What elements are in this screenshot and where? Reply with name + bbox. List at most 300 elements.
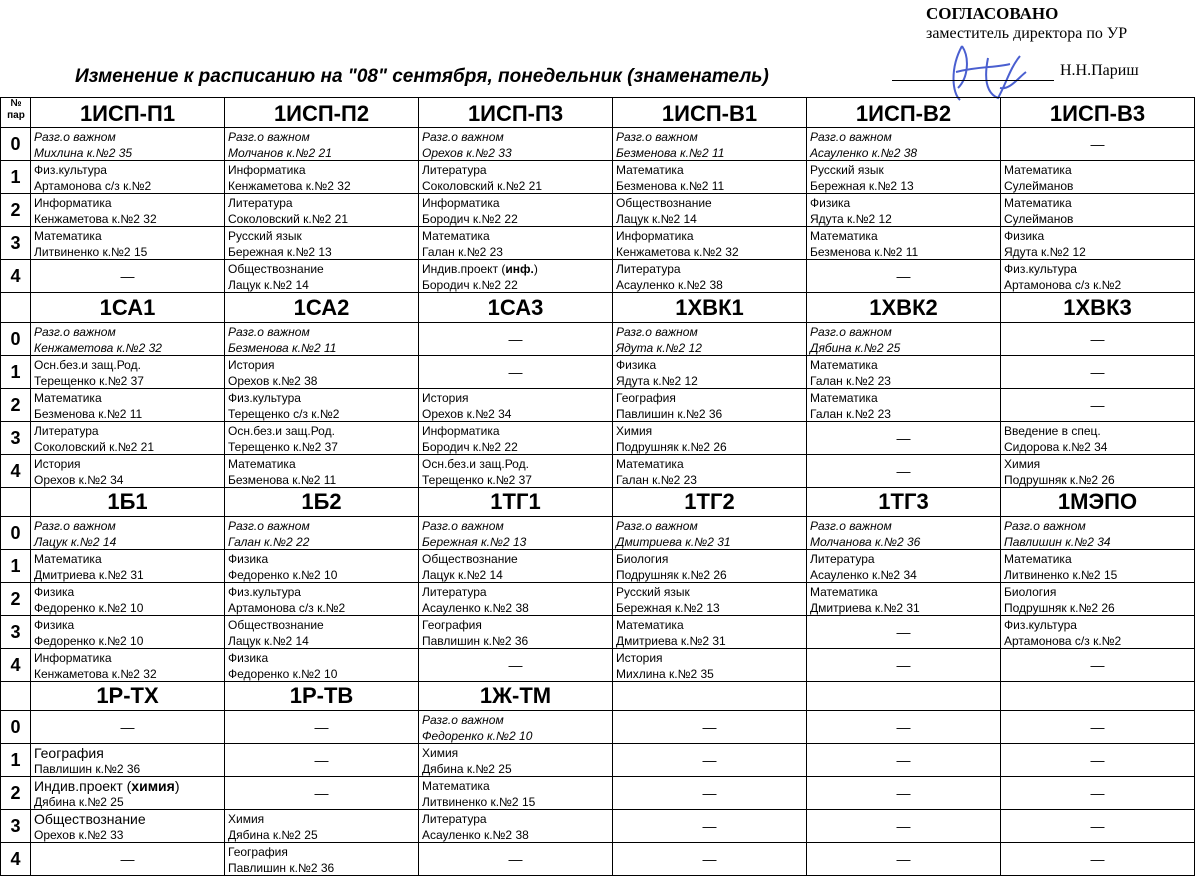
lesson-cell [225, 422, 419, 455]
lesson-teacher-room: Подрушняк к.№2 26 [1004, 473, 1115, 487]
lesson-teacher-room: Ядута к.№2 12 [616, 374, 698, 388]
empty-lesson-cell: — [613, 744, 807, 777]
lesson-subject: История [228, 358, 275, 372]
lesson-subject: Обществознание [616, 196, 712, 210]
empty-lesson-cell: — [419, 356, 613, 389]
lesson-teacher-room: Подрушняк к.№2 26 [616, 440, 727, 454]
lesson-subject: Разг.о важном [616, 130, 698, 144]
lesson-subject: Разг.о важном [422, 519, 504, 533]
lesson-subject: Обществознание [228, 618, 324, 632]
lesson-subject-emphasis: химия [131, 778, 175, 794]
lesson-teacher-room: Бережная к.№2 13 [228, 245, 332, 259]
lesson-cell [1001, 227, 1195, 260]
lesson-teacher-room: Павлишин к.№2 34 [1004, 535, 1111, 549]
lesson-cell [419, 194, 613, 227]
lesson-cell [613, 649, 807, 682]
lesson-subject: Литература [422, 585, 487, 599]
lesson-teacher-room: Терещенко к.№2 37 [228, 440, 338, 454]
lesson-subject: Литература [34, 424, 99, 438]
lesson-cell [1001, 422, 1195, 455]
lesson-subject: География [228, 845, 288, 859]
lesson-subject: Математика [1004, 552, 1072, 566]
lesson-cell [419, 810, 613, 843]
pair-number: 4 [0, 455, 31, 488]
lesson-teacher-room: Орехов к.№2 33 [422, 146, 512, 160]
lesson-cell [613, 616, 807, 649]
lesson-teacher-room: Дябина к.№2 25 [34, 795, 124, 809]
group-header: 1Р-ТХ [31, 680, 225, 711]
pair-number-header-cell [0, 486, 31, 517]
lesson-subject: Информатика [34, 651, 112, 665]
lesson-subject: Литература [422, 163, 487, 177]
lesson-cell [807, 323, 1001, 356]
lesson-cell [31, 777, 225, 810]
empty-lesson-cell: — [419, 323, 613, 356]
lesson-subject: Разг.о важном [34, 325, 116, 339]
lesson-teacher-room: Бережная к.№2 13 [422, 535, 527, 549]
pair-number: 3 [0, 810, 31, 843]
lesson-cell [31, 194, 225, 227]
lesson-teacher-room: Асауленко к.№2 38 [616, 278, 723, 292]
lesson-teacher-room: Лацук к.№2 14 [616, 212, 697, 226]
lesson-subject: Химия [616, 424, 653, 438]
lesson-teacher-room: Артамонова с/з к.№2 [228, 601, 346, 615]
lesson-subject: География [616, 391, 676, 405]
lesson-cell [225, 616, 419, 649]
lesson-subject-emphasis: инф. [505, 262, 534, 276]
lesson-cell [613, 422, 807, 455]
lesson-teacher-room: Бережная к.№2 13 [616, 601, 720, 615]
lesson-teacher-room: Сулейманов [1004, 212, 1074, 226]
pair-number: 1 [0, 161, 31, 194]
group-header: 1ИСП-В3 [1001, 97, 1195, 128]
lesson-teacher-room: Сидорова к.№2 34 [1004, 440, 1108, 454]
empty-lesson-cell: — [807, 777, 1001, 810]
lesson-teacher-room: Безменова к.№2 11 [34, 407, 143, 421]
group-header [613, 680, 807, 711]
lesson-subject: Химия [228, 812, 265, 826]
lesson-subject: Физ.культура [228, 585, 301, 599]
lesson-subject: Разг.о важном [616, 519, 698, 533]
empty-lesson-cell: — [31, 711, 225, 744]
pair-number: 3 [0, 422, 31, 455]
lesson-subject: Обществознание [228, 262, 324, 276]
pair-number-header-cell [0, 680, 31, 711]
lesson-subject: География [422, 618, 482, 632]
pair-number: 0 [0, 128, 31, 161]
lesson-teacher-room: Орехов к.№2 34 [34, 473, 124, 487]
lesson-cell [419, 550, 613, 583]
lesson-subject: Физ.культура [34, 163, 107, 177]
lesson-cell [225, 323, 419, 356]
pair-number: 3 [0, 616, 31, 649]
lesson-teacher-room: Литвиненко к.№2 15 [422, 795, 536, 809]
empty-lesson-cell: — [419, 649, 613, 682]
lesson-cell [807, 583, 1001, 616]
lesson-cell [31, 356, 225, 389]
lesson-cell [419, 777, 613, 810]
empty-lesson-cell: — [613, 843, 807, 876]
lesson-cell [613, 128, 807, 161]
lesson-teacher-room: Дябина к.№2 25 [422, 762, 512, 776]
pair-number: 2 [0, 194, 31, 227]
lesson-cell [1001, 161, 1195, 194]
lesson-subject: Математика [810, 585, 878, 599]
lesson-teacher-room: Лацук к.№2 14 [228, 278, 309, 292]
lesson-subject: Физика [34, 585, 75, 599]
lesson-teacher-room: Кенжаметова к.№2 32 [34, 212, 157, 226]
empty-lesson-cell: — [613, 810, 807, 843]
lesson-teacher-room: Галан к.№2 23 [810, 407, 891, 421]
empty-lesson-cell: — [225, 777, 419, 810]
lesson-subject: География [34, 745, 104, 761]
group-header: 1ИСП-П1 [31, 97, 225, 128]
group-header: 1ИСП-П3 [419, 97, 613, 128]
group-header: 1ХВК3 [1001, 292, 1195, 323]
lesson-subject: Информатика [228, 163, 306, 177]
lesson-teacher-room: Кенжаметова к.№2 32 [34, 667, 157, 681]
lesson-teacher-room: Павлишин к.№2 36 [422, 634, 529, 648]
lesson-subject: Физика [616, 358, 657, 372]
page-title: Изменение к расписанию на "08" сентября, понедельник (знаменатель) [75, 66, 769, 87]
lesson-subject: Математика [34, 552, 102, 566]
empty-lesson-cell: — [1001, 356, 1195, 389]
lesson-subject: Разг.о важном [1004, 519, 1086, 533]
lesson-cell [31, 389, 225, 422]
lesson-teacher-room: Дмитриева к.№2 31 [810, 601, 920, 615]
approval-stamp: СОГЛАСОВАНО [926, 4, 1059, 23]
approval-position: заместитель директора по УР [926, 25, 1128, 42]
lesson-teacher-room: Артамонова с/з к.№2 [1004, 278, 1122, 292]
lesson-cell [807, 356, 1001, 389]
lesson-subject: Биология [1004, 585, 1057, 599]
lesson-cell [613, 356, 807, 389]
lesson-teacher-room: Федоренко к.№2 10 [422, 729, 533, 743]
lesson-teacher-room: Галан к.№2 23 [616, 473, 697, 487]
lesson-cell [225, 810, 419, 843]
lesson-cell [419, 744, 613, 777]
lesson-subject: Математика [810, 229, 878, 243]
empty-lesson-cell: — [225, 711, 419, 744]
lesson-teacher-room: Федоренко к.№2 10 [34, 634, 144, 648]
lesson-teacher-room: Орехов к.№2 33 [34, 828, 124, 842]
lesson-teacher-room: Орехов к.№2 38 [228, 374, 318, 388]
lesson-subject: Русский язык [616, 585, 690, 599]
empty-lesson-cell: — [807, 260, 1001, 293]
group-header: 1Ж-ТМ [419, 680, 613, 711]
lesson-cell [225, 583, 419, 616]
pair-number-header-cell [0, 97, 31, 128]
lesson-cell [613, 194, 807, 227]
lesson-teacher-room: Дябина к.№2 25 [810, 341, 901, 355]
lesson-teacher-room: Дмитриева к.№2 31 [34, 568, 144, 582]
pair-number: 1 [0, 744, 31, 777]
empty-lesson-cell: — [807, 422, 1001, 455]
lesson-teacher-room: Кенжаметова к.№2 32 [34, 341, 162, 355]
lesson-subject: История [34, 457, 81, 471]
lesson-cell [613, 455, 807, 488]
lesson-subject: Математика [616, 163, 684, 177]
group-header: 1МЭПО [1001, 486, 1195, 517]
lesson-subject: Литература [810, 552, 875, 566]
empty-lesson-cell: — [1001, 649, 1195, 682]
empty-lesson-cell: — [1001, 389, 1195, 422]
group-header: 1СА2 [225, 292, 419, 323]
lesson-subject: Физика [228, 651, 269, 665]
lesson-teacher-room: Лацук к.№2 14 [228, 634, 309, 648]
group-header: 1ТГ1 [419, 486, 613, 517]
lesson-cell [31, 583, 225, 616]
lesson-cell [31, 128, 225, 161]
lesson-teacher-room: Безменова к.№2 11 [810, 245, 919, 259]
lesson-subject: Математика [1004, 163, 1072, 177]
lesson-cell [807, 389, 1001, 422]
empty-lesson-cell: — [807, 455, 1001, 488]
lesson-cell [31, 517, 225, 550]
lesson-subject: Разг.о важном [34, 130, 116, 144]
lesson-teacher-room: Молчанов к.№2 21 [228, 146, 332, 160]
empty-lesson-cell: — [1001, 323, 1195, 356]
lesson-teacher-room: Ядута к.№2 12 [616, 341, 702, 355]
lesson-teacher-room: Асауленко к.№2 38 [422, 828, 529, 842]
empty-lesson-cell: — [1001, 128, 1195, 161]
lesson-cell [807, 194, 1001, 227]
lesson-subject: Литература [228, 196, 293, 210]
lesson-teacher-room: Соколовский к.№2 21 [228, 212, 348, 226]
empty-lesson-cell: — [613, 777, 807, 810]
lesson-teacher-room: Терещенко к.№2 37 [422, 473, 532, 487]
lesson-cell [225, 550, 419, 583]
lesson-teacher-room: Бережная к.№2 13 [810, 179, 914, 193]
lesson-subject: Физ.культура [228, 391, 301, 405]
lesson-teacher-room: Федоренко к.№2 10 [228, 667, 338, 681]
lesson-cell [225, 455, 419, 488]
lesson-subject: История [422, 391, 469, 405]
lesson-teacher-room: Ядута к.№2 12 [810, 212, 892, 226]
empty-lesson-cell: — [31, 843, 225, 876]
lesson-subject: Литература [616, 262, 681, 276]
group-header: 1ТГ2 [613, 486, 807, 517]
lesson-teacher-room: Галан к.№2 23 [422, 245, 503, 259]
pair-number: 1 [0, 550, 31, 583]
lesson-subject: Химия [1004, 457, 1041, 471]
lesson-cell [613, 389, 807, 422]
lesson-cell [225, 843, 419, 876]
lesson-cell [225, 194, 419, 227]
group-header: 1Б2 [225, 486, 419, 517]
lesson-teacher-room: Федоренко к.№2 10 [228, 568, 338, 582]
lesson-cell [31, 550, 225, 583]
lesson-cell [613, 550, 807, 583]
pair-number: 2 [0, 389, 31, 422]
approval-signer: Н.Н.Париш [1060, 62, 1139, 79]
lesson-subject: Математика [616, 457, 684, 471]
lesson-cell [225, 649, 419, 682]
lesson-cell [613, 260, 807, 293]
lesson-cell [31, 649, 225, 682]
lesson-teacher-room: Дябина к.№2 25 [228, 828, 318, 842]
lesson-teacher-room: Ядута к.№2 12 [1004, 245, 1086, 259]
lesson-teacher-room: Безменова к.№2 11 [616, 146, 725, 160]
lesson-cell [419, 128, 613, 161]
lesson-cell [225, 128, 419, 161]
lesson-cell [807, 550, 1001, 583]
lesson-teacher-room: Асауленко к.№2 34 [810, 568, 917, 582]
lesson-subject: Математика [1004, 196, 1072, 210]
lesson-teacher-room: Дмитриева к.№2 31 [616, 535, 731, 549]
lesson-cell [807, 517, 1001, 550]
empty-lesson-cell: — [807, 810, 1001, 843]
group-header: 1ТГ3 [807, 486, 1001, 517]
lesson-subject: Разг.о важном [228, 130, 310, 144]
empty-lesson-cell: — [807, 843, 1001, 876]
lesson-cell [31, 227, 225, 260]
lesson-cell [225, 260, 419, 293]
lesson-teacher-room: Орехов к.№2 34 [422, 407, 512, 421]
lesson-teacher-room: Артамонова с/з к.№2 [1004, 634, 1122, 648]
lesson-subject: Введение в спец. [1004, 424, 1101, 438]
lesson-cell [419, 455, 613, 488]
lesson-subject: Разг.о важном [810, 325, 892, 339]
lesson-cell [1001, 583, 1195, 616]
lesson-cell [31, 422, 225, 455]
lesson-subject: Математика [34, 391, 102, 405]
lesson-cell [613, 517, 807, 550]
lesson-cell [1001, 260, 1195, 293]
lesson-subject: Математика [616, 618, 684, 632]
lesson-teacher-room: Михлина к.№2 35 [616, 667, 714, 681]
lesson-teacher-room: Безменова к.№2 11 [228, 473, 337, 487]
lesson-subject: Разг.о важном [422, 130, 504, 144]
lesson-cell [225, 227, 419, 260]
empty-lesson-cell: — [31, 260, 225, 293]
lesson-teacher-room: Соколовский к.№2 21 [34, 440, 154, 454]
empty-lesson-cell: — [807, 616, 1001, 649]
lesson-teacher-room: Павлишин к.№2 36 [616, 407, 723, 421]
lesson-subject: Математика [422, 779, 490, 793]
lesson-subject: Разг.о важном [228, 519, 310, 533]
lesson-teacher-room: Галан к.№2 22 [228, 535, 310, 549]
lesson-teacher-room: Безменова к.№2 11 [228, 341, 337, 355]
empty-lesson-cell: — [1001, 810, 1195, 843]
lesson-teacher-room: Асауленко к.№2 38 [422, 601, 529, 615]
group-header: 1Б1 [31, 486, 225, 517]
pair-number: 0 [0, 711, 31, 744]
lesson-cell [807, 128, 1001, 161]
pair-number: 4 [0, 843, 31, 876]
lesson-cell [419, 389, 613, 422]
group-header: 1ИСП-В2 [807, 97, 1001, 128]
group-header: 1ИСП-В1 [613, 97, 807, 128]
lesson-teacher-room: Безменова к.№2 11 [616, 179, 725, 193]
lesson-cell [31, 616, 225, 649]
group-header: 1ИСП-П2 [225, 97, 419, 128]
lesson-cell [419, 422, 613, 455]
lesson-teacher-room: Бородич к.№2 22 [422, 212, 518, 226]
lesson-teacher-room: Павлишин к.№2 36 [34, 762, 141, 776]
lesson-teacher-room: Федоренко к.№2 10 [34, 601, 144, 615]
lesson-teacher-room: Соколовский к.№2 21 [422, 179, 542, 193]
lesson-subject: Разг.о важном [34, 519, 116, 533]
lesson-teacher-room: Молчанова к.№2 36 [810, 535, 921, 549]
pair-number: 2 [0, 583, 31, 616]
pair-number: 4 [0, 649, 31, 682]
pair-number-header: № пар [7, 98, 25, 121]
lesson-teacher-room: Кенжаметова к.№2 32 [616, 245, 739, 259]
lesson-cell [613, 161, 807, 194]
group-header [807, 680, 1001, 711]
empty-lesson-cell: — [807, 744, 1001, 777]
lesson-subject: Русский язык [228, 229, 302, 243]
lesson-cell [1001, 517, 1195, 550]
group-header: 1ХВК1 [613, 292, 807, 323]
lesson-cell [1001, 194, 1195, 227]
empty-lesson-cell: — [807, 711, 1001, 744]
lesson-cell [225, 161, 419, 194]
lesson-subject: Индив.проект (инф.) [422, 262, 538, 276]
lesson-teacher-room: Бородич к.№2 22 [422, 440, 518, 454]
lesson-teacher-room: Лацук к.№2 14 [34, 535, 117, 549]
lesson-cell [1001, 455, 1195, 488]
lesson-teacher-room: Бородич к.№2 22 [422, 278, 518, 292]
lesson-subject: Разг.о важном [422, 713, 504, 727]
group-header: 1ХВК2 [807, 292, 1001, 323]
lesson-subject: Обществознание [34, 811, 146, 827]
lesson-subject: Осн.без.и защ.Род. [34, 358, 141, 372]
lesson-subject: Разг.о важном [616, 325, 698, 339]
lesson-teacher-room: Галан к.№2 23 [810, 374, 891, 388]
lesson-subject: Литература [422, 812, 487, 826]
lesson-teacher-room: Терещенко с/з к.№2 [228, 407, 340, 421]
lesson-subject: Математика [228, 457, 296, 471]
lesson-subject: История [616, 651, 663, 665]
lesson-cell [419, 227, 613, 260]
lesson-cell [31, 161, 225, 194]
lesson-teacher-room: Терещенко к.№2 37 [34, 374, 144, 388]
lesson-cell [419, 616, 613, 649]
lesson-subject: Информатика [34, 196, 112, 210]
lesson-cell [225, 517, 419, 550]
lesson-cell [613, 323, 807, 356]
group-header: 1СА3 [419, 292, 613, 323]
lesson-teacher-room: Литвиненко к.№2 15 [34, 245, 148, 259]
empty-lesson-cell: — [225, 744, 419, 777]
lesson-subject: Физ.культура [1004, 262, 1077, 276]
lesson-teacher-room: Сулейманов [1004, 179, 1074, 193]
pair-number: 4 [0, 260, 31, 293]
group-header: 1Р-ТВ [225, 680, 419, 711]
lesson-subject: Химия [422, 746, 459, 760]
lesson-teacher-room: Михлина к.№2 35 [34, 146, 133, 160]
pair-number: 0 [0, 323, 31, 356]
pair-number: 2 [0, 777, 31, 810]
lesson-teacher-room: Подрушняк к.№2 26 [1004, 601, 1115, 615]
lesson-cell [419, 583, 613, 616]
lesson-subject: Русский язык [810, 163, 884, 177]
lesson-cell [807, 161, 1001, 194]
pair-number-header-cell [0, 292, 31, 323]
lesson-subject: Математика [810, 391, 878, 405]
lesson-subject: Обществознание [422, 552, 518, 566]
lesson-cell [419, 161, 613, 194]
empty-lesson-cell: — [1001, 777, 1195, 810]
lesson-subject: Осн.без.и защ.Род. [422, 457, 529, 471]
lesson-cell [31, 810, 225, 843]
lesson-cell [1001, 616, 1195, 649]
group-header [1001, 680, 1195, 711]
lesson-subject: Осн.без.и защ.Род. [228, 424, 335, 438]
lesson-teacher-room: Литвиненко к.№2 15 [1004, 568, 1118, 582]
